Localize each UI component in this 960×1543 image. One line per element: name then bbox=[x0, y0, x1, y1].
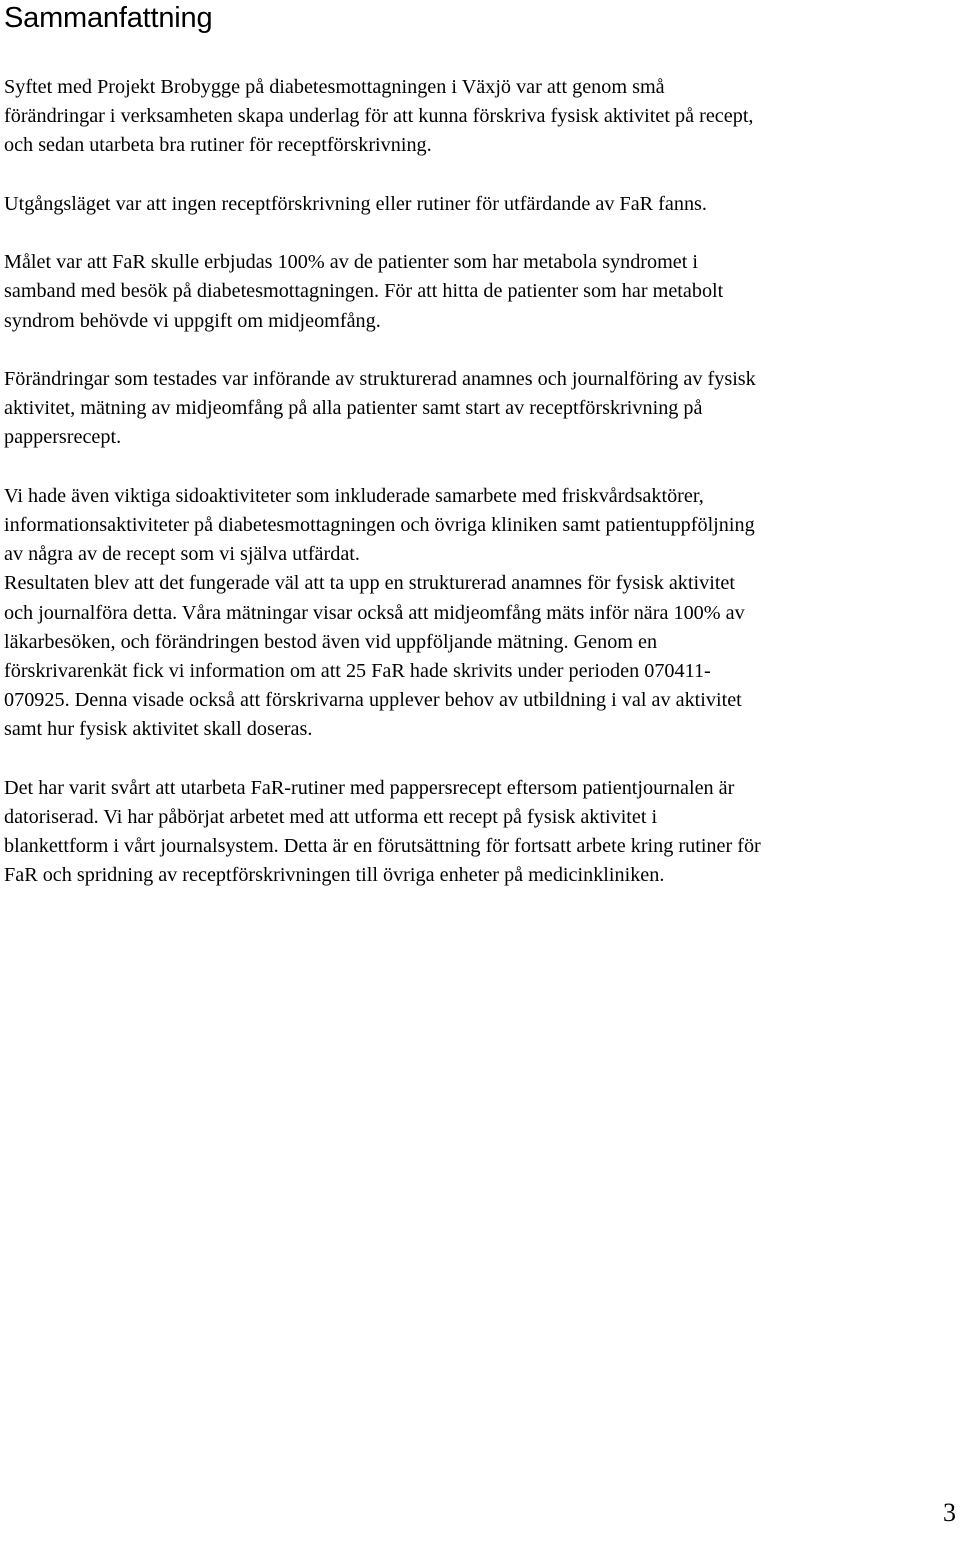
text-line: Syftet med Projekt Brobygge på diabetesmottagningen i Växjö var att genom små bbox=[4, 76, 665, 98]
paragraph-conclusion bbox=[4, 774, 956, 891]
page-number: 3 bbox=[943, 1498, 956, 1527]
text-line: samband med besök på diabetesmottagningen. För att hitta de patienter som har metabolt bbox=[4, 280, 724, 303]
page-title: Sammanfattning bbox=[4, 2, 213, 34]
text-line: läkarbesöken, och förändringen bestod även vid uppföljande mätning. Genom en bbox=[4, 630, 658, 653]
text-line: aktivitet, mätning av midjeomfång på alla patienter samt start av receptförskrivning på bbox=[4, 397, 703, 420]
text-line: pappersrecept. bbox=[4, 426, 122, 449]
text-line: av några av de recept som vi själva utfärdat. bbox=[4, 543, 360, 566]
text-line: samt hur fysisk aktivitet skall doseras. bbox=[4, 718, 313, 741]
summary-body bbox=[4, 73, 956, 891]
text-line: Utgångsläget var att ingen receptförskrivning eller rutiner för utfärdande av FaR fanns. bbox=[4, 192, 707, 215]
text-line: 070925. Denna visade också att förskrivarna upplever behov av utbildning i val av aktivitet bbox=[4, 689, 742, 712]
text-line: Målet var att FaR skulle erbjudas 100% av de patienter som har metabola syndromet i bbox=[4, 251, 699, 274]
text-line: Resultaten blev att det fungerade väl att ta upp en strukturerad anamnes för fysisk aktivitet bbox=[4, 572, 735, 595]
text-line: Vi hade även viktiga sidoaktiviteter som inkluderade samarbete med friskvårdsaktörer, bbox=[4, 484, 704, 507]
text-line: förändringar i verksamheten skapa underlag för att kunna förskriva fysisk aktivitet på recept, bbox=[4, 105, 754, 128]
text-line: Det har varit svårt att utarbeta FaR-rutiner med pappersrecept eftersom patientjournalen är bbox=[4, 776, 735, 799]
paragraph-baseline bbox=[4, 190, 956, 219]
text-line: förskrivarenkät fick vi information om att 25 FaR hade skrivits under perioden 070411- bbox=[4, 660, 711, 682]
text-line: och sedan utarbeta bra rutiner för receptförskrivning. bbox=[4, 134, 432, 157]
text-line: och journalföra detta. Våra mätningar visar också att midjeomfång mäts inför nära 100% av bbox=[4, 601, 745, 624]
paragraph-results bbox=[4, 569, 956, 744]
text-line: syndrom behövde vi uppgift om midjeomfång. bbox=[4, 309, 381, 332]
text-line: FaR och spridning av receptförskrivningen till övriga enheter på medicinkliniken. bbox=[4, 864, 665, 887]
text-line: blankettform i vårt journalsystem. Detta är en förutsättning för fortsatt arbete kring rutiner för bbox=[4, 835, 761, 858]
paragraph-goal bbox=[4, 248, 956, 336]
paragraph-changes bbox=[4, 365, 956, 453]
text-line: informationsaktiviteter på diabetesmottagningen och övriga kliniken samt patientuppföljning bbox=[4, 513, 755, 536]
text-line: Förändringar som testades var införande av strukturerad anamnes och journalföring av fysisk bbox=[4, 367, 756, 390]
paragraph-side-activities bbox=[4, 482, 956, 570]
paragraph-purpose bbox=[4, 73, 956, 161]
text-line: datoriserad. Vi har påbörjat arbetet med att utforma ett recept på fysisk aktivitet i bbox=[4, 806, 658, 828]
